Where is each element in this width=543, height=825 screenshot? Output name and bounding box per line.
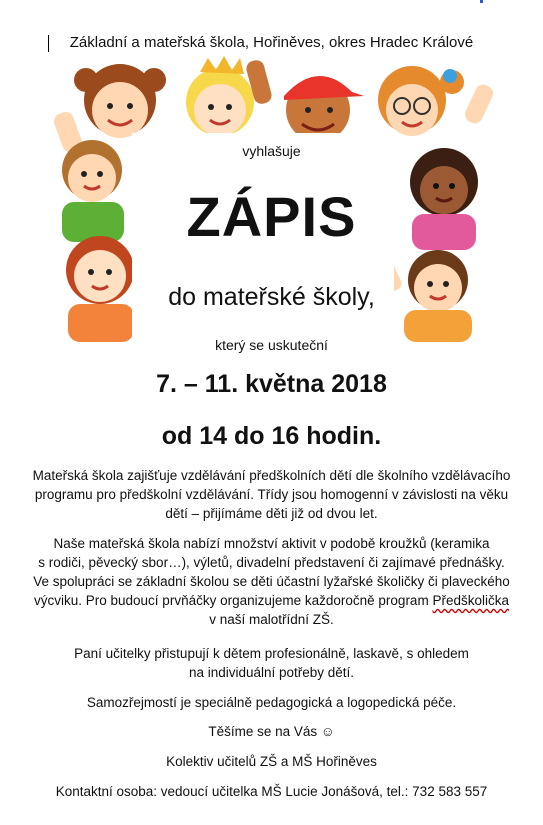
text-line: dětí – přijímáme děti již od dvou let. [165, 506, 378, 521]
text-line: s rodiči, pěvecký sbor…), výletů, divadelní představení či zajímavé přednášky. [38, 555, 505, 570]
subtitle: do mateřské školy, [168, 283, 375, 311]
text-line: na individuální potřeby dětí. [188, 665, 355, 680]
paragraph-teachers [30, 644, 513, 682]
child-blonde [186, 56, 254, 136]
text-line: Paní učitelky přistupují k dětem profesionálně, laskavě, s ohledem [74, 646, 469, 661]
announces-text: vyhlašuje [242, 143, 301, 159]
school-name: Základní a mateřská škola, Hořiněves, okres Hradec Králové [69, 34, 474, 51]
text-segment: výcviku. Pro budoucí prvňáčky organizujeme každoročně program [34, 593, 433, 608]
paragraph-signature: Kolektiv učitelů ZŠ a MŠ Hořiněves [166, 754, 377, 769]
event-dates: 7. – 11. května 2018 [156, 370, 387, 398]
text-line: Naše mateřská škola nabízí množství aktivit v podobě kroužků (keramika [53, 536, 490, 551]
which-text: který se uskuteční [215, 337, 328, 353]
text-line: v naší malotřídní ZŠ. [209, 612, 334, 627]
paragraph-greeting: Těšíme se na Vás ☺ [208, 724, 335, 739]
text-line: programu pro předškolní vzdělávání. Třídy jsou homogenní v závislosti na věku [34, 487, 509, 502]
event-hours: od 14 do 16 hodin. [161, 422, 382, 450]
paragraph-activities [30, 534, 513, 629]
text-line: Mateřská škola zajišťuje vzdělávání předškolních dětí dle školního vzdělávacího [32, 468, 511, 483]
contact-line: Kontaktní osoba: vedoucí učitelka MŠ Lucie Jonášová, tel.: 732 583 557 [55, 784, 488, 799]
page-marker [480, 0, 483, 3]
child-glasses [378, 66, 496, 136]
text-cursor [48, 35, 49, 52]
paragraph-education [30, 466, 513, 523]
text-line [30, 591, 513, 610]
text-line: Ve spolupráci se základní školou se děti účastní lyžařské školičky či plaveckého [33, 574, 510, 589]
page-title: ZÁPIS [186, 185, 357, 248]
paragraph-care: Samozřejmostí je speciálně pedagogická a logopedická péče. [86, 695, 457, 710]
spellcheck-word: Předškolička [432, 593, 509, 608]
child-red-cap [245, 58, 364, 142]
